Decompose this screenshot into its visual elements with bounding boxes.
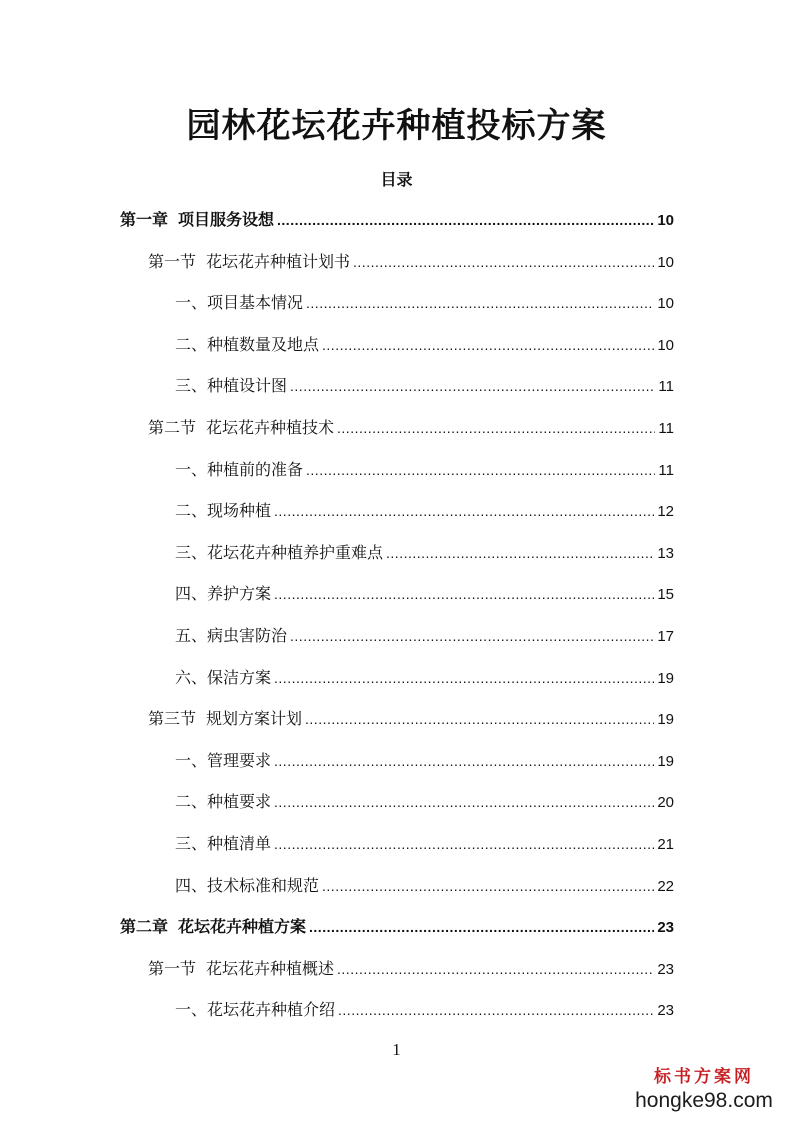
toc-leader-dots — [305, 705, 654, 733]
toc-leader-dots — [386, 539, 654, 567]
toc-entry-page: 12 — [657, 503, 674, 521]
toc-leader-dots — [353, 248, 654, 276]
toc-leader-dots — [274, 747, 654, 775]
toc-entry-page: 13 — [657, 544, 674, 562]
toc-leader-dots — [290, 372, 655, 400]
toc-entry-item[interactable] — [0, 580, 793, 622]
toc-entry-title: 种植前的准备 — [207, 459, 304, 479]
toc-entry-title: 项目基本情况 — [207, 293, 304, 313]
toc-entry-label: 第一节 — [148, 958, 197, 978]
toc-entry-page: 19 — [657, 752, 674, 770]
toc-entry-item[interactable] — [0, 331, 793, 373]
toc-entry-item[interactable] — [0, 289, 793, 331]
watermark-cn-text: 标书方案网 — [654, 1067, 754, 1087]
toc-entry-label: 二、 — [175, 334, 208, 354]
toc-leader-dots — [274, 580, 654, 608]
toc-entry-label: 五、 — [175, 625, 208, 645]
toc-entry-title: 现场种植 — [207, 501, 272, 521]
toc-entry-title: 病虫害防治 — [207, 625, 288, 645]
toc-entry-page: 11 — [658, 378, 674, 396]
page-number: 1 — [392, 1040, 401, 1059]
toc-entry-title: 项目服务设想 — [178, 210, 275, 229]
toc-leader-dots — [274, 788, 654, 816]
toc-entry-label: 第三节 — [148, 709, 197, 729]
watermark-logo — [629, 1066, 779, 1114]
toc-heading: 目录 — [380, 170, 413, 189]
toc-entry-title: 种植要求 — [207, 792, 272, 812]
toc-leader-dots — [290, 622, 654, 650]
toc-entry-label: 四、 — [175, 584, 208, 604]
toc-entry-section[interactable] — [0, 414, 793, 456]
toc-entry-page: 20 — [657, 794, 674, 812]
toc-entry-item[interactable] — [0, 664, 793, 706]
toc-entry-page: 19 — [657, 711, 674, 729]
toc-leader-dots — [322, 331, 654, 359]
toc-entry-item[interactable] — [0, 456, 793, 498]
toc-entry-page: 23 — [657, 919, 674, 937]
toc-leader-dots — [337, 955, 654, 983]
toc-entry-page: 21 — [657, 835, 674, 853]
toc-entry-item[interactable] — [0, 622, 793, 664]
toc-entry-item[interactable] — [0, 747, 793, 789]
toc-entry-title: 花坛花卉种植介绍 — [207, 1000, 336, 1020]
toc-entry-title: 种植数量及地点 — [207, 334, 320, 354]
toc-entry-label: 一、 — [175, 293, 208, 313]
toc-entry-page: 10 — [657, 336, 674, 354]
toc-entry-page: 15 — [657, 586, 674, 604]
toc-entry-title: 规划方案计划 — [206, 709, 303, 729]
toc-leader-dots — [337, 414, 655, 442]
toc-entry-label: 三、 — [175, 833, 208, 853]
toc-entry-page: 10 — [657, 253, 674, 271]
toc-entry-label: 一、 — [175, 1000, 208, 1020]
toc-entry-title: 花坛花卉种植概述 — [206, 958, 335, 978]
toc-entry-page: 19 — [657, 669, 674, 687]
toc-entry-title: 保洁方案 — [207, 667, 272, 687]
toc-entry-page: 10 — [657, 212, 674, 229]
toc-entry-item[interactable] — [0, 872, 793, 914]
toc-entry-label: 第二章 — [120, 917, 169, 937]
toc-leader-dots — [322, 872, 654, 900]
toc-entry-title: 花坛花卉种植养护重难点 — [207, 542, 384, 562]
toc-entry-title: 养护方案 — [207, 584, 272, 604]
toc-entry-page: 17 — [657, 627, 674, 645]
toc-entry-title: 管理要求 — [207, 750, 272, 770]
toc-leader-dots — [274, 664, 654, 692]
toc-entry-label: 第二节 — [148, 417, 197, 437]
table-of-contents — [0, 206, 793, 1038]
toc-leader-dots — [306, 289, 654, 317]
toc-entry-item[interactable] — [0, 830, 793, 872]
watermark-en-text: hongke98.com — [635, 1089, 773, 1112]
toc-entry-item[interactable] — [0, 497, 793, 539]
toc-leader-dots — [338, 996, 654, 1024]
toc-entry-title: 花坛花卉种植技术 — [206, 417, 335, 437]
toc-entry-item[interactable] — [0, 372, 793, 414]
toc-entry-section[interactable] — [0, 955, 793, 997]
toc-entry-label: 二、 — [175, 792, 208, 812]
toc-leader-dots — [277, 206, 654, 234]
toc-leader-dots — [274, 497, 654, 525]
toc-entry-page: 23 — [657, 1002, 674, 1020]
toc-leader-dots — [309, 913, 654, 941]
toc-entry-title: 种植设计图 — [207, 376, 288, 396]
document-title: 园林花坛花卉种植投标方案 — [186, 106, 607, 146]
toc-entry-item[interactable] — [0, 788, 793, 830]
toc-entry-page: 22 — [657, 877, 674, 895]
toc-entry-page: 10 — [657, 295, 674, 313]
toc-entry-page: 11 — [658, 419, 674, 437]
toc-entry-item[interactable] — [0, 996, 793, 1038]
toc-entry-title: 种植清单 — [207, 833, 272, 853]
toc-entry-label: 四、 — [175, 875, 208, 895]
toc-entry-label: 二、 — [175, 501, 208, 521]
toc-entry-section[interactable] — [0, 248, 793, 290]
toc-entry-label: 六、 — [175, 667, 208, 687]
toc-entry-label: 三、 — [175, 376, 208, 396]
toc-entry-label: 一、 — [175, 459, 208, 479]
toc-leader-dots — [274, 830, 654, 858]
toc-entry-label: 第一章 — [120, 210, 169, 229]
toc-entry-chapter-1[interactable] — [0, 206, 793, 248]
toc-entry-title: 技术标准和规范 — [207, 875, 320, 895]
toc-entry-title: 花坛花卉种植计划书 — [206, 251, 351, 271]
toc-leader-dots — [306, 456, 655, 484]
toc-entry-chapter-2[interactable] — [0, 913, 793, 955]
toc-entry-page: 23 — [657, 960, 674, 978]
toc-entry-page: 11 — [658, 461, 674, 479]
toc-entry-section[interactable] — [0, 705, 793, 747]
toc-entry-item[interactable] — [0, 539, 793, 581]
toc-entry-label: 第一节 — [148, 251, 197, 271]
toc-entry-label: 三、 — [175, 542, 208, 562]
toc-entry-title: 花坛花卉种植方案 — [178, 917, 307, 937]
toc-entry-label: 一、 — [175, 750, 208, 770]
